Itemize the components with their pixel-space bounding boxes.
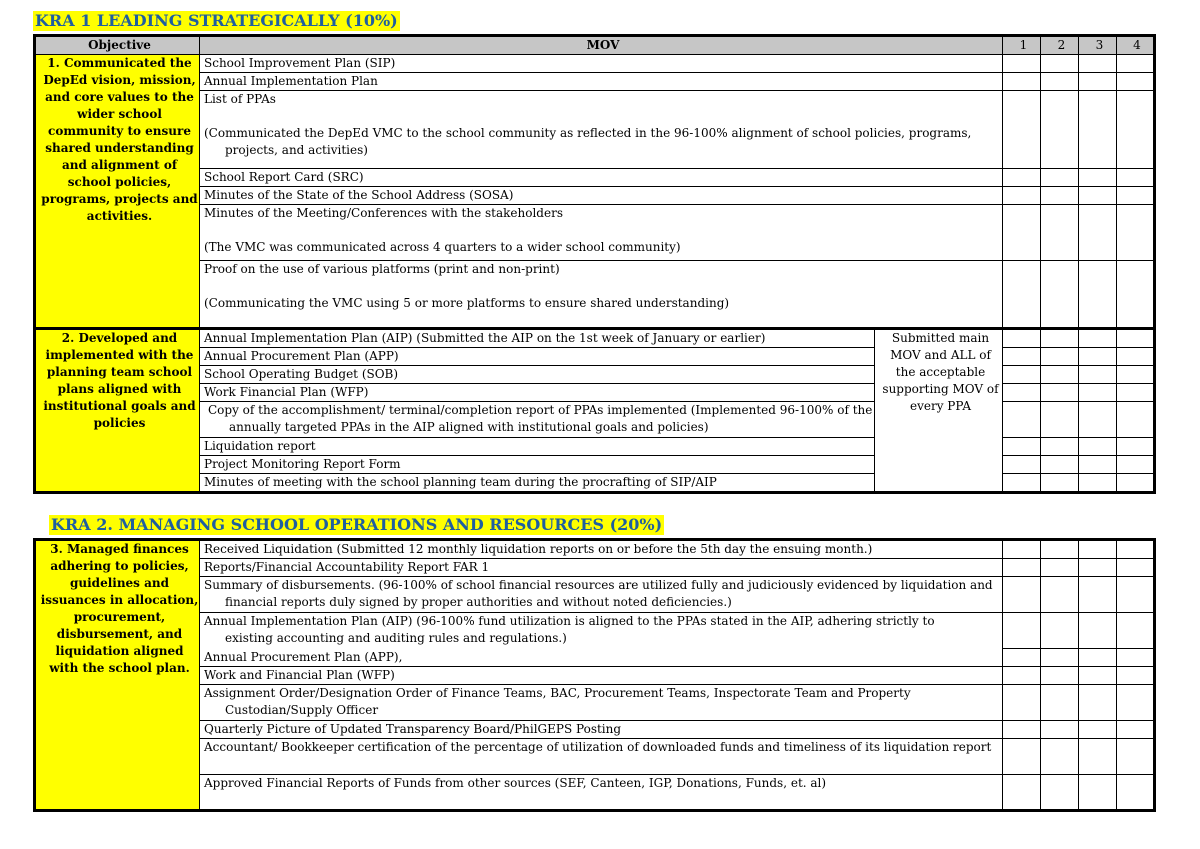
score-cell[interactable]: [1079, 366, 1117, 384]
score-cell[interactable]: [1003, 613, 1041, 649]
mov-item: [200, 685, 1003, 721]
score-cell[interactable]: [1003, 366, 1041, 384]
score-cell[interactable]: [1079, 348, 1117, 366]
score-cell[interactable]: [1079, 577, 1117, 613]
score-cell[interactable]: [1041, 187, 1079, 205]
objective-2: 2. Developed and implemented with the planning team school plans aligned with institutional goals and policies: [35, 329, 200, 493]
mov-group: [200, 205, 1003, 261]
score-cell[interactable]: [1117, 55, 1155, 73]
score-cell[interactable]: [1003, 739, 1041, 775]
mov-item: [200, 577, 1003, 613]
score-cell[interactable]: [1003, 55, 1041, 73]
score-cell[interactable]: [1041, 667, 1079, 685]
score-cell[interactable]: [1003, 685, 1041, 721]
score-cell[interactable]: [1003, 577, 1041, 613]
score-cell[interactable]: [1041, 55, 1079, 73]
table-row: [35, 685, 1155, 721]
score-cell[interactable]: [1041, 348, 1079, 366]
score-cell[interactable]: [1041, 540, 1079, 559]
score-cell[interactable]: [1003, 456, 1041, 474]
mov-item: Approved Financial Reports of Funds from other sources (SEF, Canteen, IGP, Donations, Funds, et. al): [200, 775, 1003, 811]
score-cell[interactable]: [1117, 456, 1155, 474]
score-cell[interactable]: [1003, 187, 1041, 205]
mov-text: Annual Implementation Plan (AIP) (96-100% fund utilization is aligned to the PPAs stated in the AIP, adhering strictly to existing accounting and auditing rules and regulations.): [204, 614, 935, 645]
score-cell[interactable]: [1003, 559, 1041, 577]
score-cell[interactable]: [1041, 91, 1079, 169]
score-cell[interactable]: [1117, 559, 1155, 577]
mov-item: Minutes of the State of the School Address (SOSA): [200, 187, 1003, 205]
score-cell[interactable]: [1003, 91, 1041, 169]
mov-item: Minutes of the Meeting/Conferences with the stakeholders: [204, 206, 563, 220]
score-cell[interactable]: [1079, 91, 1117, 169]
mov-item: Received Liquidation (Submitted 12 monthly liquidation reports on or before the 5th day the ensuing month.): [200, 540, 1003, 559]
score-cell[interactable]: [1117, 329, 1155, 348]
mov-item: Annual Implementation Plan: [200, 73, 1003, 91]
score-cell[interactable]: [1041, 577, 1079, 613]
mov-text: Assignment Order/Designation Order of Finance Teams, BAC, Procurement Teams, Inspectorate Team and Property Custodian/Supply Officer: [204, 686, 911, 717]
score-cell[interactable]: [1041, 366, 1079, 384]
score-cell[interactable]: [1079, 261, 1117, 329]
score-cell[interactable]: [1117, 366, 1155, 384]
score-cell[interactable]: [1003, 348, 1041, 366]
score-cell[interactable]: [1079, 721, 1117, 739]
score-cell[interactable]: [1003, 649, 1041, 667]
mov-text: Copy of the accomplishment/ terminal/completion report of PPAs implemented (Implemented 96-100% of the annually targeted PPAs in the AIP aligned with institutional goals and policies): [208, 403, 873, 434]
table-row: [35, 55, 1155, 73]
score-cell[interactable]: [1117, 775, 1155, 811]
objective-1: 1. Communicated the DepEd vision, mission, and core values to the wider school community to ensure shared understanding and alignment of school policies, programs, projects and activities.: [35, 55, 200, 329]
table-row: [35, 613, 1155, 649]
score-cell[interactable]: [1079, 667, 1117, 685]
table-row: [35, 577, 1155, 613]
score-cell[interactable]: [1117, 438, 1155, 456]
table-row: [35, 667, 1155, 685]
score-cell[interactable]: [1117, 205, 1155, 261]
score-cell[interactable]: [1041, 613, 1079, 649]
mov-item: School Operating Budget (SOB): [200, 366, 875, 384]
mov-item: Quarterly Picture of Updated Transparency Board/PhilGEPS Posting: [200, 721, 1003, 739]
mov-header: MOV: [200, 36, 1003, 55]
header-row: [35, 36, 1155, 55]
table-row: [35, 91, 1155, 169]
score-cell[interactable]: [1117, 474, 1155, 493]
mov-item: School Improvement Plan (SIP): [200, 55, 1003, 73]
table-row: [35, 721, 1155, 739]
score-cell[interactable]: [1117, 73, 1155, 91]
score-cell[interactable]: [1041, 384, 1079, 402]
mov-group: [200, 261, 1003, 329]
mov-note: (Communicating the VMC using 5 or more platforms to ensure shared understanding): [204, 296, 730, 310]
score-cell[interactable]: [1117, 402, 1155, 438]
table-row: [35, 73, 1155, 91]
mov-note: (Communicated the DepEd VMC to the school community as reflected in the 96-100% alignment of school policies, programs, projects, and activities): [204, 126, 972, 157]
table-row: [35, 739, 1155, 775]
score-cell[interactable]: [1117, 739, 1155, 775]
score-cell[interactable]: [1041, 402, 1079, 438]
mov-item: Reports/Financial Accountability Report FAR 1: [200, 559, 1003, 577]
score-cell[interactable]: [1079, 613, 1117, 649]
score-cell[interactable]: [1003, 775, 1041, 811]
score-cell[interactable]: [1041, 438, 1079, 456]
score-cell[interactable]: [1117, 540, 1155, 559]
kra2-table: [33, 538, 1156, 812]
score-cell[interactable]: [1041, 73, 1079, 91]
mov-item: Proof on the use of various platforms (print and non-print): [204, 262, 560, 276]
table-row: [35, 559, 1155, 577]
score-cell[interactable]: [1041, 205, 1079, 261]
score-cell[interactable]: [1079, 329, 1117, 348]
score-cell[interactable]: [1041, 739, 1079, 775]
score-cell[interactable]: [1003, 402, 1041, 438]
mov-item: Annual Procurement Plan (APP): [200, 348, 875, 366]
score-cell[interactable]: [1117, 384, 1155, 402]
score-cell[interactable]: [1079, 685, 1117, 721]
score-cell[interactable]: [1079, 649, 1117, 667]
score-cell[interactable]: [1079, 169, 1117, 187]
score-cell[interactable]: [1003, 721, 1041, 739]
score-cell[interactable]: [1041, 685, 1079, 721]
score-cell[interactable]: [1117, 667, 1155, 685]
score-cell[interactable]: [1041, 169, 1079, 187]
score-cell[interactable]: [1079, 559, 1117, 577]
score-cell[interactable]: [1079, 456, 1117, 474]
score-cell[interactable]: [1079, 205, 1117, 261]
mov-item: [200, 613, 1003, 649]
mov-item: Project Monitoring Report Form: [200, 456, 875, 474]
table-row: [35, 329, 1155, 348]
score-cell[interactable]: [1003, 667, 1041, 685]
table-row: [35, 205, 1155, 261]
table-row: [35, 261, 1155, 329]
mov-item: Work and Financial Plan (WFP): [200, 667, 1003, 685]
score-cell[interactable]: [1003, 261, 1041, 329]
mov-item: Annual Procurement Plan (APP),: [200, 649, 1003, 667]
score-cell[interactable]: [1079, 474, 1117, 493]
table-row: [35, 169, 1155, 187]
score-cell[interactable]: [1041, 261, 1079, 329]
score-cell[interactable]: [1003, 384, 1041, 402]
score-cell[interactable]: [1117, 261, 1155, 329]
score-cell[interactable]: [1041, 456, 1079, 474]
score-cell[interactable]: [1041, 649, 1079, 667]
score-cell[interactable]: [1003, 169, 1041, 187]
objective-3: 3. Managed finances adhering to policies, guidelines and issuances in allocation, procurement, disbursement, and liquidation aligned with the school plan.: [35, 540, 200, 811]
mov-item: School Report Card (SRC): [200, 169, 1003, 187]
score-cell[interactable]: [1041, 775, 1079, 811]
score-cell[interactable]: [1117, 169, 1155, 187]
table-row: [35, 649, 1155, 667]
mov-item: Minutes of meeting with the school planning team during the procrafting of SIP/AIP: [200, 474, 875, 493]
score-cell[interactable]: [1041, 559, 1079, 577]
score-cell[interactable]: [1079, 540, 1117, 559]
score-cell[interactable]: [1117, 685, 1155, 721]
score-cell[interactable]: [1117, 649, 1155, 667]
mov-item: [200, 402, 875, 438]
mov-item: [200, 739, 1003, 775]
mov-note: (The VMC was communicated across 4 quarters to a wider school community): [204, 240, 681, 254]
score-cell[interactable]: [1079, 187, 1117, 205]
table-row: [35, 775, 1155, 811]
score-cell[interactable]: [1079, 402, 1117, 438]
score-cell[interactable]: [1117, 613, 1155, 649]
score-cell[interactable]: [1117, 577, 1155, 613]
score-header-2: 2: [1041, 36, 1079, 55]
score-cell[interactable]: [1079, 775, 1117, 811]
score-header-4: 4: [1117, 36, 1155, 55]
score-cell[interactable]: [1041, 329, 1079, 348]
score-cell[interactable]: [1041, 721, 1079, 739]
kra1-title: KRA 1 LEADING STRATEGICALLY (10%): [35, 11, 398, 30]
score-cell[interactable]: [1003, 540, 1041, 559]
mov-item: Liquidation report: [200, 438, 875, 456]
score-cell[interactable]: [1079, 739, 1117, 775]
mov-item: Annual Implementation Plan (AIP) (Submitted the AIP on the 1st week of January or earlier): [200, 329, 875, 348]
table-row: [35, 187, 1155, 205]
table-row: [35, 540, 1155, 559]
score-cell[interactable]: [1079, 438, 1117, 456]
score-header-1: 1: [1003, 36, 1041, 55]
score-header-3: 3: [1079, 36, 1117, 55]
score-cell[interactable]: [1117, 91, 1155, 169]
mov-item: List of PPAs: [204, 92, 276, 106]
side-note: Submitted main MOV and ALL of the acceptable supporting MOV of every PPA: [875, 329, 1003, 493]
objective-header: Objective: [35, 36, 200, 55]
score-cell[interactable]: [1079, 55, 1117, 73]
score-cell[interactable]: [1003, 205, 1041, 261]
score-cell[interactable]: [1117, 721, 1155, 739]
mov-group: [200, 91, 1003, 169]
score-cell[interactable]: [1003, 73, 1041, 91]
score-cell[interactable]: [1117, 348, 1155, 366]
kra2-title: KRA 2. MANAGING SCHOOL OPERATIONS AND RESOURCES (20%): [51, 515, 663, 534]
kra1-table: [33, 34, 1156, 494]
score-cell[interactable]: [1117, 187, 1155, 205]
score-cell[interactable]: [1003, 474, 1041, 493]
score-cell[interactable]: [1041, 474, 1079, 493]
mov-item: Work Financial Plan (WFP): [200, 384, 875, 402]
score-cell[interactable]: [1003, 329, 1041, 348]
score-cell[interactable]: [1079, 73, 1117, 91]
score-cell[interactable]: [1003, 438, 1041, 456]
mov-text: Summary of disbursements. (96-100% of school financial resources are utilized fully and judiciously evidenced by liquidation and financial reports duly signed by proper authorities and without noted deficiencies.): [204, 578, 993, 609]
mov-text: Accountant/ Bookkeeper certification of the percentage of utilization of downloaded funds and timeliness of its liquidation report: [204, 740, 992, 754]
score-cell[interactable]: [1079, 384, 1117, 402]
